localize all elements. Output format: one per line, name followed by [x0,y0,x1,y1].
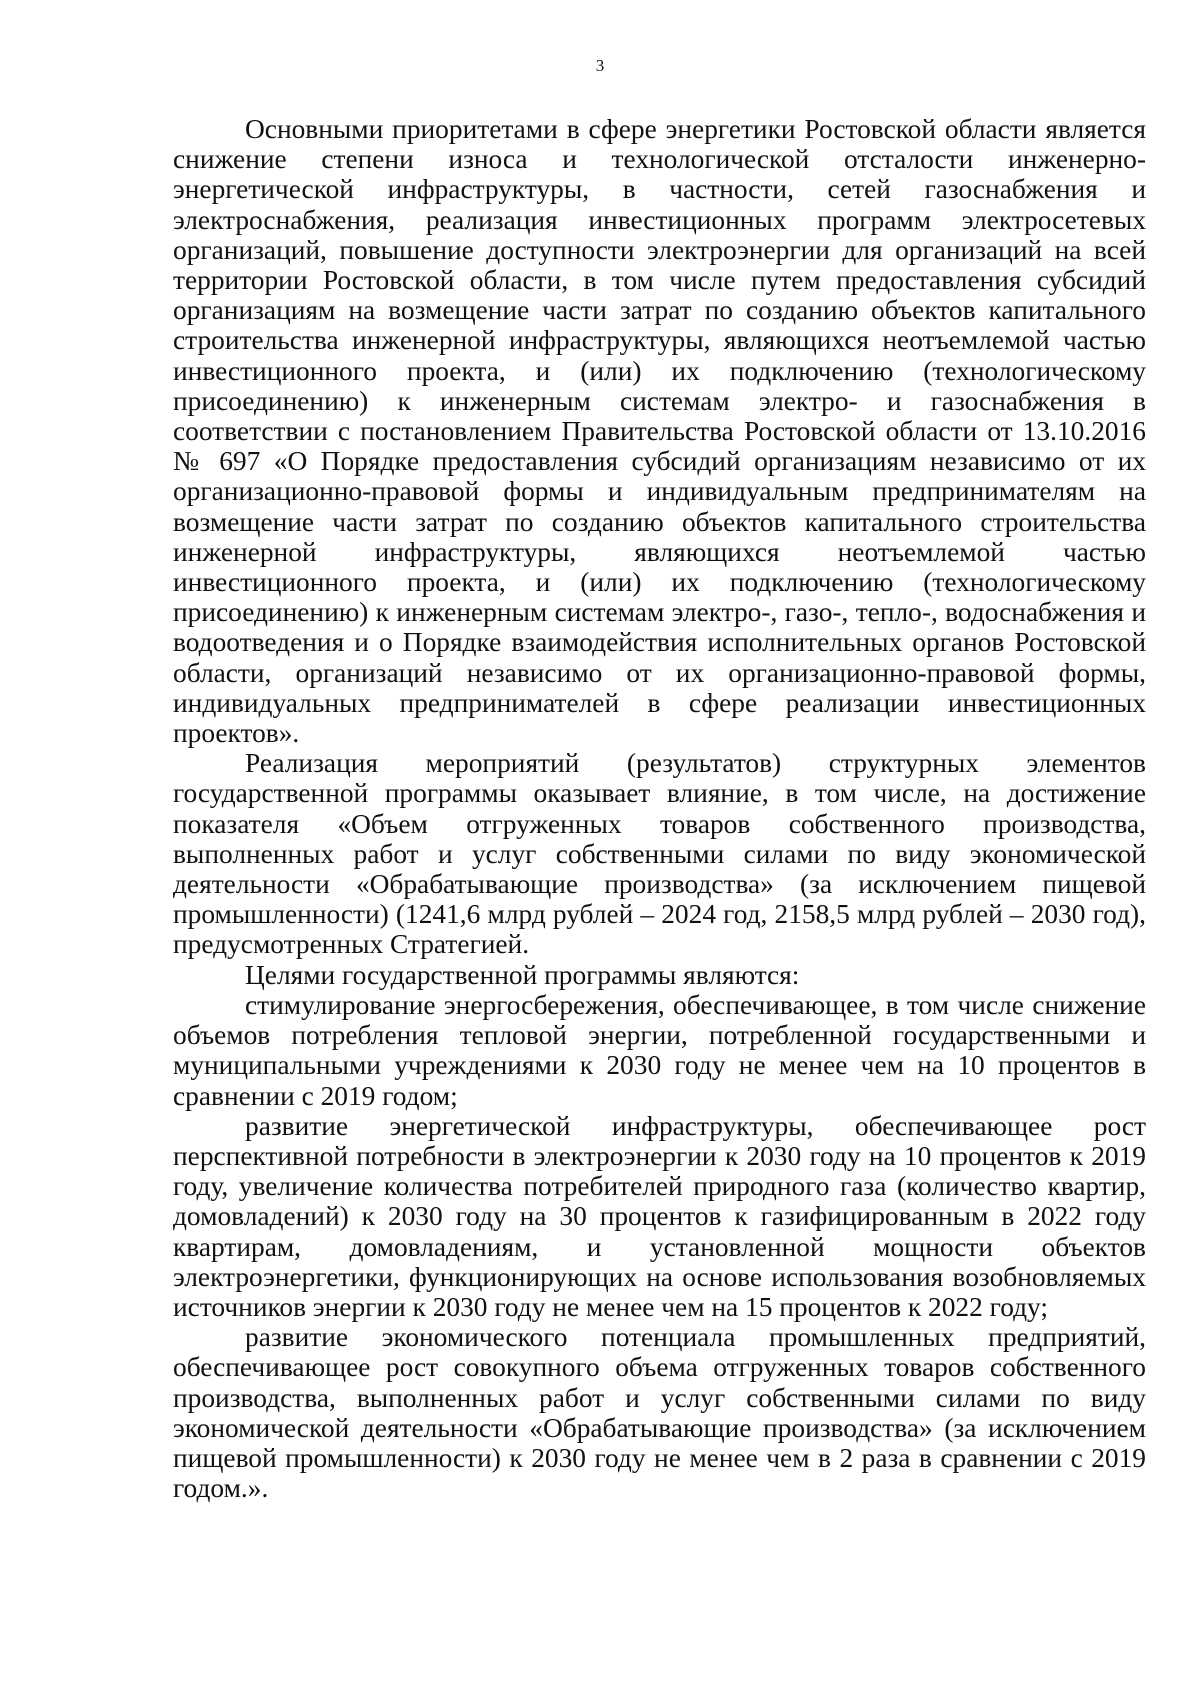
paragraph-goal-infrastructure: развитие энергетической инфраструктуры, обеспечивающее рост перспективной потребности в электроэнергии к 2030 году на 10 процентов к 2019 году, увеличение количества потребителей природного газа (количество квартир, домовладений) к 2030 году на 30 процентов к газифицированным в 2022 году квартирам, домовладениям, и установленной мощности объектов электроэнергетики, функционирующих на основе использования возобновляемых источников энергии к 2030 году не менее чем на 15 процентов к 2022 году; [173,1110,1146,1322]
page-number: 3 [595,56,605,75]
paragraph-program-impact: Реализация мероприятий (результатов) структурных элементов государственной программы оказывает влияние, в том числе, на достижение показателя «Объем отгруженных товаров собственного производства, выполненных работ и услуг собственными силами по виду экономической деятельности «Обрабатывающие производства» (за исключением пищевой промышленности) (1241,6 млрд рублей – 2024 год, 2158,5 млрд рублей – 2030 год), предусмотренных Стратегией. [173,748,1146,960]
paragraph-goal-industrial-potential: развитие экономического потенциала промышленных предприятий, обеспечивающее рост совокупного объема отгруженных товаров собственного производства, выполненных работ и услуг собственными силами по виду экономической деятельности «Обрабатывающие производства» (за исключением пищевой промышленности) к 2030 году не менее чем в 2 раза в сравнении с 2019 годом.». [173,1322,1146,1504]
document-body [173,114,1146,1503]
paragraph-goal-energy-saving: стимулирование энергосбережения, обеспечивающее, в том числе снижение объемов потребления тепловой энергии, потребленной государственными и муниципальными учреждениями к 2030 году не менее чем на 10 процентов в сравнении с 2019 годом; [173,989,1146,1111]
paragraph-goals-heading: Целями государственной программы являются: [245,959,800,990]
paragraph-energy-priorities: Основными приоритетами в сфере энергетики Ростовской области является снижение степени износа и технологической отсталости инженерно-энергетической инфраструктуры, в частности, сетей газоснабжения и электроснабжения, реализация инвестиционных программ электросетевых организаций, повышение доступности электроэнергии для организаций на всей территории Ростовской области, в том числе путем предоставления субсидий организациям на возмещение части затрат по созданию объектов капитального строительства инженерной инфраструктуры, являющихся неотъемлемой частью инвестиционного проекта, и (или) их подключению (технологическому присоединению) к инженерным системам электро- и газоснабжения в соответствии с постановлением Правительства Ростовской области от 13.10.2016 № 697 «О Порядке предоставления субсидий организациям независимо от их организационно-правовой формы и индивидуальным предпринимателям на возмещение части затрат по созданию объектов капитального строительства инженерной инфраструктуры, являющихся неотъемлемой частью инвестиционного проекта, и (или) их подключению (технологическому присоединению) к инженерным системам электро-, газо-, тепло-, водоснабжения и водоотведения и о Порядке взаимодействия исполнительных органов Ростовской области, организаций независимо от их организационно-правовой формы, индивидуальных предпринимателей в сфере реализации инвестиционных проектов». [173,114,1146,749]
